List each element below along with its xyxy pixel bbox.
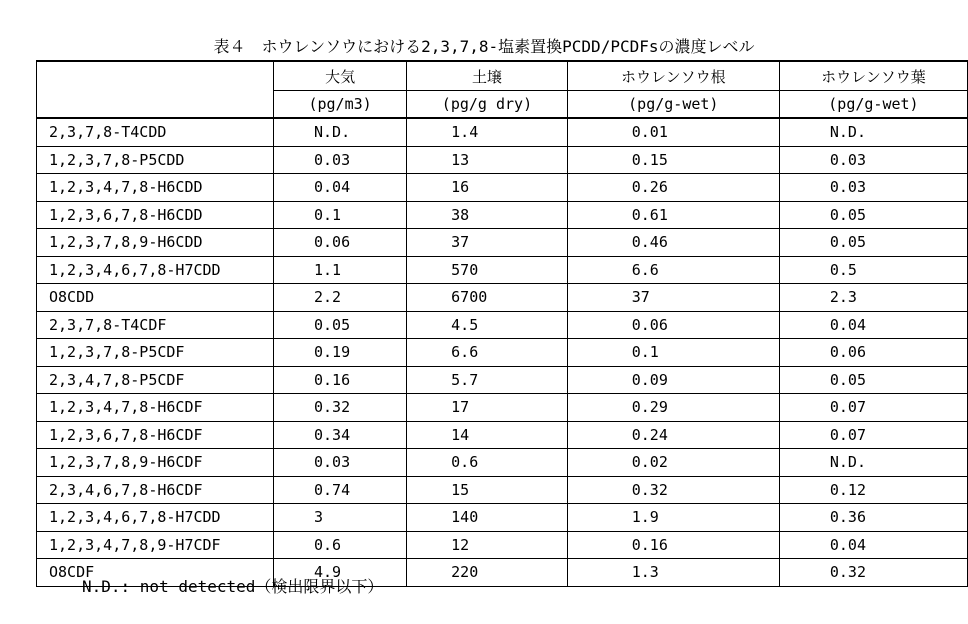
air-value-cell: 0.04 bbox=[273, 174, 406, 202]
air-value-cell: 0.74 bbox=[273, 476, 406, 504]
soil-value-cell: 16 bbox=[407, 174, 568, 202]
root-value-cell: 0.09 bbox=[567, 366, 779, 394]
table-row bbox=[37, 339, 968, 367]
leaf-value-cell: N.D. bbox=[779, 449, 967, 477]
table-row bbox=[37, 421, 968, 449]
header-row-labels bbox=[37, 61, 968, 91]
leaf-value-cell: 0.04 bbox=[779, 311, 967, 339]
root-value-cell: 0.16 bbox=[567, 531, 779, 559]
compound-name-cell: 2,3,7,8-T4CDD bbox=[37, 118, 274, 146]
leaf-value-cell: 0.07 bbox=[779, 394, 967, 422]
root-value-cell: 0.02 bbox=[567, 449, 779, 477]
compound-name-cell: 1,2,3,7,8,9-H6CDD bbox=[37, 229, 274, 257]
leaf-value-cell: 0.03 bbox=[779, 174, 967, 202]
leaf-value-cell: 0.05 bbox=[779, 366, 967, 394]
air-value-cell: 0.03 bbox=[273, 146, 406, 174]
compound-name-cell: 2,3,4,6,7,8-H6CDF bbox=[37, 476, 274, 504]
air-value-cell: 0.34 bbox=[273, 421, 406, 449]
root-value-cell: 0.06 bbox=[567, 311, 779, 339]
compound-name-cell: O8CDD bbox=[37, 284, 274, 312]
compound-name-cell: 1,2,3,6,7,8-H6CDF bbox=[37, 421, 274, 449]
table-row bbox=[37, 449, 968, 477]
header-soil: 土壌 bbox=[407, 61, 568, 91]
concentration-table bbox=[36, 60, 968, 587]
compound-name-cell: 1,2,3,4,7,8-H6CDF bbox=[37, 394, 274, 422]
root-value-cell: 0.29 bbox=[567, 394, 779, 422]
air-value-cell: 0.19 bbox=[273, 339, 406, 367]
air-value-cell: 0.03 bbox=[273, 449, 406, 477]
air-value-cell: 0.1 bbox=[273, 201, 406, 229]
header-row-units bbox=[37, 91, 968, 119]
root-value-cell: 0.15 bbox=[567, 146, 779, 174]
root-value-cell: 0.46 bbox=[567, 229, 779, 257]
table-row bbox=[37, 174, 968, 202]
root-value-cell: 0.1 bbox=[567, 339, 779, 367]
soil-value-cell: 38 bbox=[407, 201, 568, 229]
table-row bbox=[37, 201, 968, 229]
root-value-cell: 37 bbox=[567, 284, 779, 312]
root-value-cell: 1.9 bbox=[567, 504, 779, 532]
unit-spinach-root: (pg/g-wet) bbox=[567, 91, 779, 119]
root-value-cell: 0.32 bbox=[567, 476, 779, 504]
leaf-value-cell: 0.07 bbox=[779, 421, 967, 449]
table-row bbox=[37, 531, 968, 559]
leaf-value-cell: 0.5 bbox=[779, 256, 967, 284]
leaf-value-cell: 0.36 bbox=[779, 504, 967, 532]
compound-name-cell: 1,2,3,7,8-P5CDD bbox=[37, 146, 274, 174]
soil-value-cell: 220 bbox=[407, 559, 568, 587]
soil-value-cell: 5.7 bbox=[407, 366, 568, 394]
footnote: N.D.: not detected（検出限界以下） bbox=[82, 577, 384, 596]
soil-value-cell: 12 bbox=[407, 531, 568, 559]
soil-value-cell: 17 bbox=[407, 394, 568, 422]
compound-name-cell: 2,3,4,7,8-P5CDF bbox=[37, 366, 274, 394]
leaf-value-cell: 0.05 bbox=[779, 229, 967, 257]
table-row bbox=[37, 256, 968, 284]
header-spinach-leaf: ホウレンソウ葉 bbox=[779, 61, 967, 91]
air-value-cell: 0.16 bbox=[273, 366, 406, 394]
compound-name-cell: 2,3,7,8-T4CDF bbox=[37, 311, 274, 339]
leaf-value-cell: N.D. bbox=[779, 118, 967, 146]
table-row bbox=[37, 476, 968, 504]
table-row bbox=[37, 504, 968, 532]
compound-name-cell: 1,2,3,7,8,9-H6CDF bbox=[37, 449, 274, 477]
leaf-value-cell: 0.03 bbox=[779, 146, 967, 174]
leaf-value-cell: 2.3 bbox=[779, 284, 967, 312]
root-value-cell: 0.61 bbox=[567, 201, 779, 229]
table-row bbox=[37, 146, 968, 174]
table-body bbox=[37, 118, 968, 586]
soil-value-cell: 1.4 bbox=[407, 118, 568, 146]
compound-name-cell: 1,2,3,4,7,8-H6CDD bbox=[37, 174, 274, 202]
soil-value-cell: 6.6 bbox=[407, 339, 568, 367]
unit-soil: (pg/g dry) bbox=[407, 91, 568, 119]
header-corner-cell bbox=[37, 61, 274, 91]
compound-name-cell: 1,2,3,4,6,7,8-H7CDD bbox=[37, 256, 274, 284]
soil-value-cell: 0.6 bbox=[407, 449, 568, 477]
compound-name-cell: O8CDF bbox=[37, 559, 274, 587]
air-value-cell: 3 bbox=[273, 504, 406, 532]
soil-value-cell: 570 bbox=[407, 256, 568, 284]
soil-value-cell: 14 bbox=[407, 421, 568, 449]
table-row bbox=[37, 229, 968, 257]
root-value-cell: 1.3 bbox=[567, 559, 779, 587]
air-value-cell: 0.05 bbox=[273, 311, 406, 339]
soil-value-cell: 4.5 bbox=[407, 311, 568, 339]
table-title: 表４ ホウレンソウにおける2,3,7,8-塩素置換PCDD/PCDFsの濃度レベル bbox=[213, 37, 755, 56]
air-value-cell: 1.1 bbox=[273, 256, 406, 284]
compound-name-cell: 1,2,3,6,7,8-H6CDD bbox=[37, 201, 274, 229]
air-value-cell: 2.2 bbox=[273, 284, 406, 312]
root-value-cell: 0.24 bbox=[567, 421, 779, 449]
table-row bbox=[37, 394, 968, 422]
table-row bbox=[37, 366, 968, 394]
header-spinach-root: ホウレンソウ根 bbox=[567, 61, 779, 91]
air-value-cell: 0.06 bbox=[273, 229, 406, 257]
root-value-cell: 0.26 bbox=[567, 174, 779, 202]
unit-spinach-leaf: (pg/g-wet) bbox=[779, 91, 967, 119]
air-value-cell: N.D. bbox=[273, 118, 406, 146]
compound-name-cell: 1,2,3,4,7,8,9-H7CDF bbox=[37, 531, 274, 559]
air-value-cell: 0.6 bbox=[273, 531, 406, 559]
root-value-cell: 6.6 bbox=[567, 256, 779, 284]
leaf-value-cell: 0.06 bbox=[779, 339, 967, 367]
soil-value-cell: 6700 bbox=[407, 284, 568, 312]
leaf-value-cell: 0.12 bbox=[779, 476, 967, 504]
leaf-value-cell: 0.05 bbox=[779, 201, 967, 229]
soil-value-cell: 13 bbox=[407, 146, 568, 174]
header-air: 大気 bbox=[273, 61, 406, 91]
leaf-value-cell: 0.32 bbox=[779, 559, 967, 587]
header-corner-cell bbox=[37, 91, 274, 119]
table-row bbox=[37, 118, 968, 146]
table-row bbox=[37, 284, 968, 312]
compound-name-cell: 1,2,3,4,6,7,8-H7CDD bbox=[37, 504, 274, 532]
unit-air: (pg/m3) bbox=[273, 91, 406, 119]
leaf-value-cell: 0.04 bbox=[779, 531, 967, 559]
root-value-cell: 0.01 bbox=[567, 118, 779, 146]
soil-value-cell: 37 bbox=[407, 229, 568, 257]
compound-name-cell: 1,2,3,7,8-P5CDF bbox=[37, 339, 274, 367]
soil-value-cell: 140 bbox=[407, 504, 568, 532]
soil-value-cell: 15 bbox=[407, 476, 568, 504]
table-row bbox=[37, 311, 968, 339]
air-value-cell: 0.32 bbox=[273, 394, 406, 422]
air-value-cell: 4.9 bbox=[273, 559, 406, 587]
